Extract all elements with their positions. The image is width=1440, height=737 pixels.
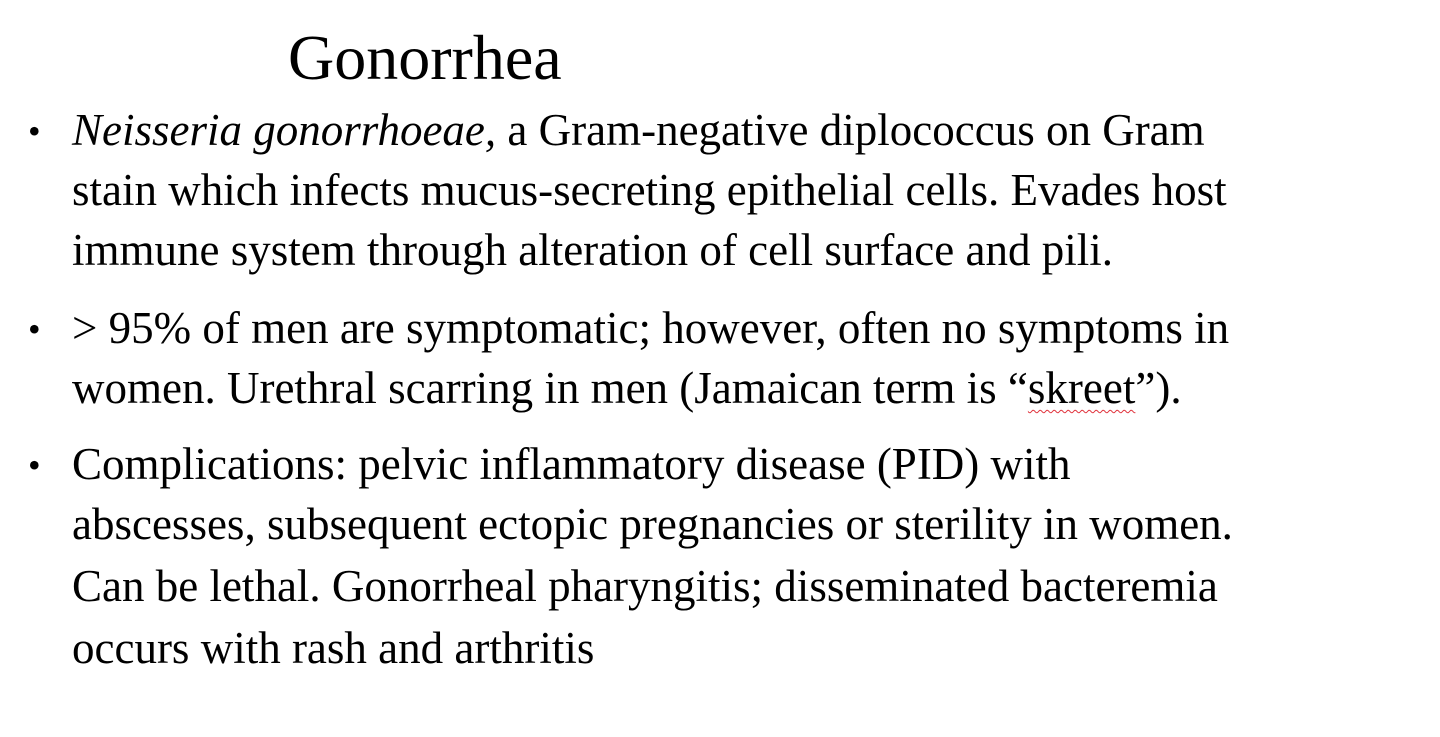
bullet-line: immune system through alteration of cell surface and pili.: [72, 225, 1113, 275]
bullet-text: women. Urethral scarring in men (Jamaican term is “: [72, 363, 1028, 413]
bullet-line: [72, 358, 1182, 418]
organism-name: Neisseria gonorrhoeae,: [72, 105, 497, 155]
bullet-marker: •: [28, 111, 41, 151]
bullet-marker: •: [28, 445, 41, 485]
bullet-line: abscesses, subsequent ectopic pregnancies or sterility in women.: [72, 499, 1233, 549]
bullet-line: occurs with rash and arthritis: [72, 623, 595, 673]
bullet-line: stain which infects mucus-secreting epithelial cells. Evades host: [72, 165, 1227, 215]
bullet-line: Complications: pelvic inflammatory disease (PID) with: [72, 439, 1071, 489]
bullet-line: [72, 100, 1205, 160]
misspelled-word: skreet: [1027, 363, 1136, 413]
bullet-line: > 95% of men are symptomatic; however, often no symptoms in: [72, 303, 1230, 353]
slide-title: Gonorrhea: [288, 22, 562, 93]
bullet-text: a Gram-negative diplococcus on Gram: [496, 105, 1205, 155]
bullet-text: ”).: [1135, 363, 1182, 413]
bullet-marker: •: [28, 309, 41, 349]
bullet-line: Can be lethal. Gonorrheal pharyngitis; disseminated bacteremia: [72, 561, 1218, 611]
